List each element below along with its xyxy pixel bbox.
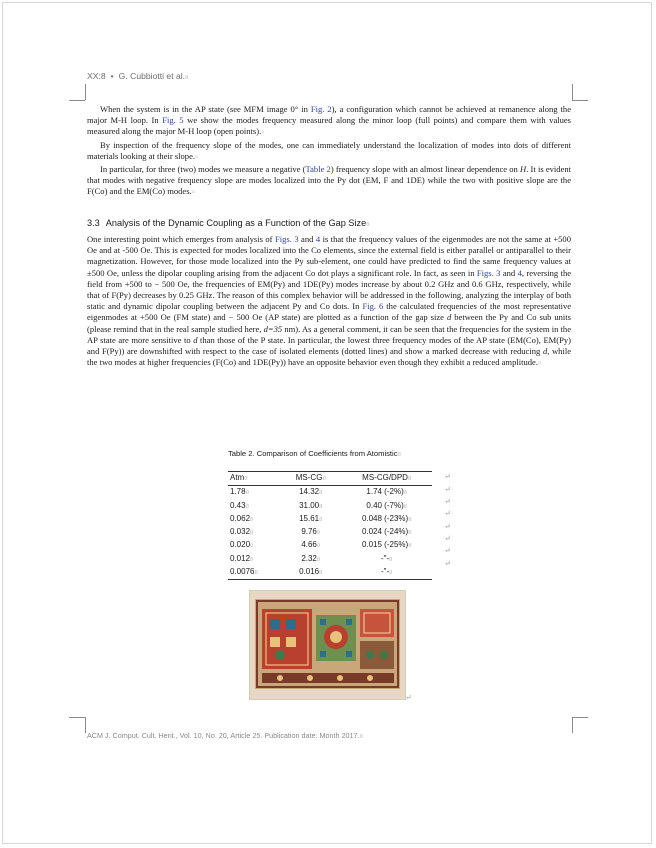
table-cell: 0.012¤ (230, 553, 254, 563)
row-end-mark: ↵ (444, 497, 451, 506)
crop-mark-top-left (85, 84, 86, 100)
fig6-link[interactable]: Fig. 6 (362, 301, 384, 312)
table-cell: 0.032¤ (230, 527, 254, 537)
table-cell: 0.43¤ (230, 500, 249, 510)
table-header-cell: MS-CG/DPD¤ (341, 472, 432, 486)
row-end-mark: ↵ (444, 534, 451, 543)
paragraph-inspection: By inspection of the frequency slope of the modes, one can immediately understand the localization of modes into dots of different materials looking at their slope.¤ (87, 139, 571, 161)
crop-mark-bottom-left (69, 717, 85, 718)
table-cell: 9.76¤ (301, 527, 321, 537)
table-row (228, 513, 432, 526)
table-header-cell: MS-CG¤ (280, 472, 341, 486)
crop-mark-bottom-right (572, 717, 588, 718)
fig2-link[interactable]: Fig. 2 (310, 104, 332, 114)
paragraph-ap-state: When the system is in the AP state (see MFM image 0° in Fig. 2), a configuration which cannot be achieved at remanence along the major M-H loop. In Fig. 5 we show the modes frequency measured along the minor loop (full points) and compare them with values measured along the major M-H loop (open points).¤ (87, 104, 572, 137)
coefficients-table (228, 471, 432, 580)
table-cell: 4.66¤ (301, 540, 321, 550)
painted-map-image (250, 591, 405, 699)
pilcrow-mark: ¤ (261, 130, 265, 137)
table2-link[interactable]: Table 2 (305, 164, 331, 175)
page-footer: ACM J. Comput. Cult. Herit., Vol. 10, No. 20, Article 25. Publication date: Month 2017.¤ (87, 731, 363, 740)
table-row (228, 526, 432, 539)
crop-mark-bottom-right (572, 717, 573, 733)
pilcrow-mark: ¤ (366, 222, 370, 228)
crop-mark-top-left (69, 100, 85, 101)
pilcrow-mark: ¤ (191, 190, 195, 197)
table-caption: Table 2. Comparison of Coefficients from Atomistic¤ (228, 449, 401, 458)
row-end-mark: ↵ (444, 559, 451, 568)
table-header-row (228, 472, 432, 486)
row-end-mark: ↵ (444, 522, 451, 531)
pilcrow-mark: ¤ (359, 734, 363, 740)
row-end-mark: ↵ (444, 485, 451, 494)
body-block-top (87, 104, 571, 200)
table-cell: 15.61¤ (299, 513, 323, 523)
table-cell: 1.78¤ (230, 487, 249, 497)
paragraph-negative-slope: In particular, for three (two) modes we measure a negative (Table 2) frequency slope with an almost linear dependence on H. It is evident that modes with negative frequency slope are modes localized into the Py dot (EM, F and 1DE) while the two with positive slope are the F(Co) and the EM(Co) modes.¤ (87, 164, 571, 197)
section-title: Analysis of the Dynamic Coupling as a Function of the Gap Size (105, 218, 367, 228)
table-cell: 0.024 (-24%)¤ (361, 527, 412, 537)
table-cell: 2.32¤ (301, 553, 321, 563)
table-cell: 31.00¤ (299, 500, 323, 510)
pilcrow-mark: ¤ (537, 361, 541, 368)
pilcrow-mark: ¤ (397, 452, 401, 458)
table-row (228, 566, 432, 580)
row-end-mark: ↵ (444, 509, 451, 518)
table-cell: -"-¤ (380, 553, 393, 563)
table-row (228, 539, 432, 552)
pilcrow-mark: ¤ (185, 75, 189, 81)
crop-mark-top-right (572, 100, 588, 101)
table-cell: 0.015 (-25%)¤ (361, 540, 412, 550)
table-cell: 14.32¤ (299, 487, 323, 497)
fig3-link[interactable]: Figs. 3 (476, 267, 501, 278)
crop-mark-top-right (572, 84, 573, 100)
head-authors: G. Cubbiotti et al. (118, 71, 186, 81)
table-row (228, 553, 432, 566)
running-head (87, 71, 188, 81)
painted-map-figure (250, 591, 405, 699)
table-cell: 0.016¤ (280, 566, 341, 580)
page-number: XX:8 (87, 71, 106, 81)
table-cell: 1.74 (-2%)¤ (366, 487, 408, 497)
fig4-link[interactable]: 4 (517, 267, 522, 278)
table-cell: -"-¤ (341, 566, 432, 580)
table-row (228, 486, 432, 500)
table-cell: 0.40 (-7%)¤ (366, 500, 408, 510)
fig4-link[interactable]: 4 (315, 234, 321, 244)
section-number: 3.3 (87, 218, 100, 228)
table-cell: 0.020¤ (230, 540, 254, 550)
row-end-mark: ↵ (444, 546, 451, 555)
fig3-link[interactable]: Figs. 3 (275, 234, 299, 244)
table-cell: 0.062¤ (230, 513, 254, 523)
section-heading (87, 218, 370, 228)
pilcrow-mark: ¤ (195, 154, 198, 161)
head-separator: • (110, 71, 114, 81)
row-end-mark: ↵ (444, 472, 451, 481)
paragraph-dynamic-coupling: One interesting point which emerges from analysis of Figs. 3 and 4 is that the frequency values of the eigenmodes are not the same at +500 Oe and at -500 Oe. This is expected for modes localized into the Co elements, since the external field is either parallel or antiparallel to their magnetization. However, for those mode localized into the Py sub-element, one could have predicted to find the same frequency values at ±500 Oe, unless the dipolar coupling arising from the adjacent Co dot plays a significant role. In fact, as seen in Figs. 3 and 4, reversing the field from +500 to − 500 Oe, the frequencies of EM(Py) and 1DE(Py) modes increase by about 0.2 GHz and 0.6 GHz, respectively, while that of F(Py) decreases by 0.25 GHz. The reason of this complex behavior will be addressed in the following, analyzing the interplay of both static and dynamic dipolar coupling between the adjacent Py and Co dots. In Fig. 6 the calculated frequencies of the most representative eigenmodes at +500 Oe (FM state) and − 500 Oe (AP state) are plotted as a function of the gap size d between the Py and Co sub units (please remind that in the real sample studied here, d=35 nm). As a general comment, it can be seen that the frequencies for the system in the AP state are more sensitive to d than those of the P state. In particular, the lowest three frequency modes of the AP state (EM(Co), EM(Py) and F(Py)) are downshifted with respect to the case of isolated elements (dotted lines) and show a marked decrease with reducing d, while the two modes at higher frequencies (F(Co) and 1DE(Py)) have an opposite behavior even though they exhibit a reduced amplitude.¤ (87, 234, 572, 368)
fig5-link[interactable]: Fig. 5 (162, 115, 184, 126)
table-header-cell: Atm¤ (228, 472, 280, 486)
table-cell: 0.048 (-23%)¤ (361, 513, 412, 523)
table-row (228, 500, 432, 513)
figure-return-mark: ↵ (405, 693, 412, 702)
body-block-main (87, 234, 571, 370)
table-cell: 0.0076¤ (228, 566, 280, 580)
crop-mark-bottom-left (85, 717, 86, 733)
